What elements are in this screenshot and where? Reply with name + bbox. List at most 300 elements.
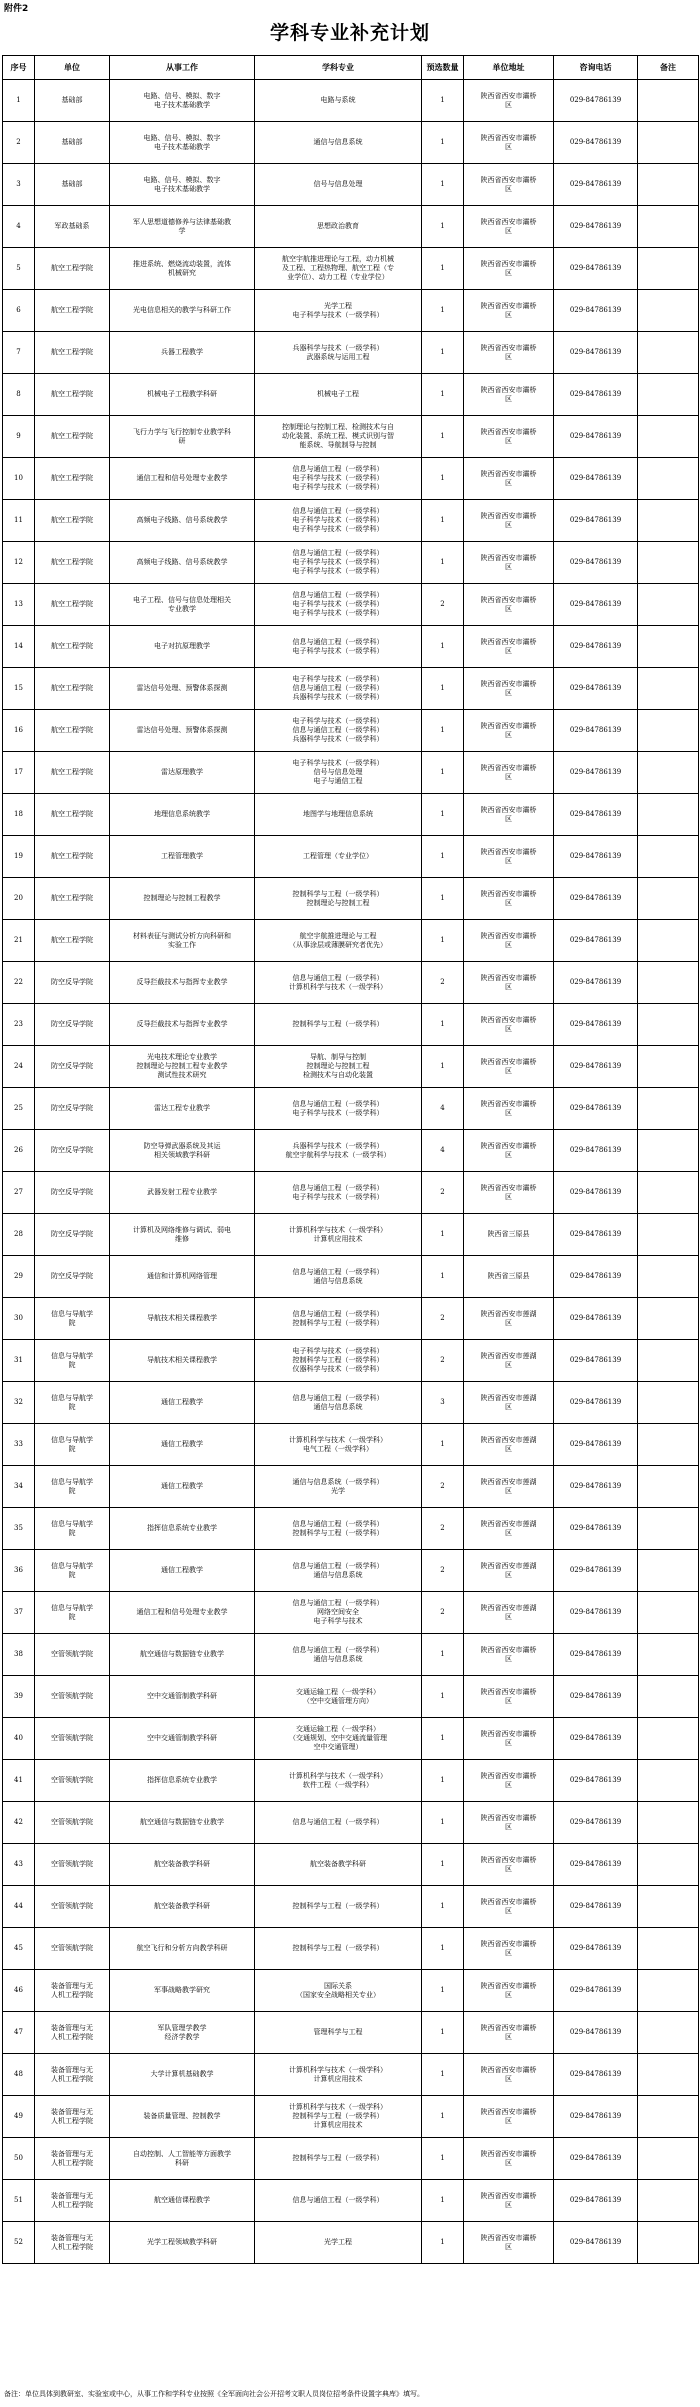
- row-work: 军事战略教学研究: [110, 1970, 255, 2012]
- row-work: 雷达信号处理、预警体系探测: [110, 668, 255, 710]
- row-count: 1: [422, 1718, 464, 1760]
- row-number: 47: [3, 2012, 35, 2054]
- row-address: 陕西省西安市灞桥 区: [464, 2138, 554, 2180]
- row-unit: 航空工程学院: [35, 626, 110, 668]
- row-major: 计算机科学与技术（一级学科） 电气工程（一级学科）: [255, 1424, 422, 1466]
- row-major: 机械电子工程: [255, 374, 422, 416]
- row-phone: 029-84786139: [554, 710, 638, 752]
- row-phone: 029-84786139: [554, 374, 638, 416]
- row-work: 光电技术理论专业教学 控制理论与控制工程专业教学 测试性技术研究: [110, 1046, 255, 1088]
- row-note: [638, 500, 699, 542]
- row-address: 陕西省西安市灞桥 区: [464, 1676, 554, 1718]
- row-address: 陕西省西安市灞桥 区: [464, 1844, 554, 1886]
- row-note: [638, 2180, 699, 2222]
- row-major: 国际关系 （国家安全战略相关专业）: [255, 1970, 422, 2012]
- row-note: [638, 1676, 699, 1718]
- row-count: 1: [422, 668, 464, 710]
- row-address: 陕西省西安市灞桥 区: [464, 122, 554, 164]
- row-address: 陕西省西安市灞桥 区: [464, 1760, 554, 1802]
- row-count: 2: [422, 1550, 464, 1592]
- row-phone: 029-84786139: [554, 1802, 638, 1844]
- table-row: [3, 1046, 699, 1088]
- row-work: 防空导弹武器系统及其运 相关领域教学科研: [110, 1130, 255, 1172]
- row-major: 信息与通信工程（一级学科） 通信与信息系统: [255, 1634, 422, 1676]
- row-address: 陕西省西安市莲湖 区: [464, 1592, 554, 1634]
- row-unit: 航空工程学院: [35, 668, 110, 710]
- row-address: 陕西省三原县: [464, 1256, 554, 1298]
- row-phone: 029-84786139: [554, 2222, 638, 2264]
- row-number: 51: [3, 2180, 35, 2222]
- row-count: 1: [422, 1046, 464, 1088]
- row-note: [638, 1004, 699, 1046]
- table-row: [3, 1214, 699, 1256]
- table-row: [3, 584, 699, 626]
- row-major: 控制理论与控制工程、检测技术与自 动化装置、系统工程、模式识别与智 能系统、导航制导与控制: [255, 416, 422, 458]
- row-count: 1: [422, 1844, 464, 1886]
- row-phone: 029-84786139: [554, 164, 638, 206]
- footnote: 备注：单位具体到教研室、实验室或中心，从事工作和学科专业按照《全军面向社会公开招考文职人员岗位招考条件设置字典库》填写。: [4, 2390, 424, 2398]
- row-number: 32: [3, 1382, 35, 1424]
- header-work: 从事工作: [110, 56, 255, 80]
- row-count: 1: [422, 374, 464, 416]
- row-work: 航空装备教学科研: [110, 1844, 255, 1886]
- table-row: [3, 1256, 699, 1298]
- row-unit: 防空反导学院: [35, 1088, 110, 1130]
- row-address: 陕西省西安市灞桥 区: [464, 1970, 554, 2012]
- row-count: 1: [422, 1928, 464, 1970]
- row-address: 陕西省西安市灞桥 区: [464, 1928, 554, 1970]
- row-unit: 空管领航学院: [35, 1676, 110, 1718]
- row-address: 陕西省西安市灞桥 区: [464, 290, 554, 332]
- row-count: 1: [422, 752, 464, 794]
- row-phone: 029-84786139: [554, 1172, 638, 1214]
- row-address: 陕西省西安市灞桥 区: [464, 836, 554, 878]
- row-address: 陕西省西安市灞桥 区: [464, 878, 554, 920]
- row-count: 1: [422, 1970, 464, 2012]
- row-unit: 防空反导学院: [35, 1130, 110, 1172]
- row-number: 15: [3, 668, 35, 710]
- row-phone: 029-84786139: [554, 668, 638, 710]
- row-address: 陕西省西安市灞桥 区: [464, 752, 554, 794]
- row-phone: 029-84786139: [554, 500, 638, 542]
- table-row: [3, 164, 699, 206]
- row-count: 4: [422, 1088, 464, 1130]
- row-address: 陕西省西安市灞桥 区: [464, 1634, 554, 1676]
- row-unit: 装备管理与无 人机工程学院: [35, 2096, 110, 2138]
- table-row: [3, 1508, 699, 1550]
- row-count: 1: [422, 2222, 464, 2264]
- row-work: 电子对抗原理教学: [110, 626, 255, 668]
- row-address: 陕西省西安市莲湖 区: [464, 1466, 554, 1508]
- row-address: 陕西省西安市灞桥 区: [464, 1886, 554, 1928]
- row-note: [638, 710, 699, 752]
- row-phone: 029-84786139: [554, 920, 638, 962]
- row-number: 24: [3, 1046, 35, 1088]
- row-note: [638, 1718, 699, 1760]
- row-address: 陕西省西安市灞桥 区: [464, 584, 554, 626]
- row-count: 1: [422, 500, 464, 542]
- row-count: 1: [422, 626, 464, 668]
- row-address: 陕西省西安市灞桥 区: [464, 206, 554, 248]
- row-unit: 信息与导航学 院: [35, 1550, 110, 1592]
- row-number: 44: [3, 1886, 35, 1928]
- row-work: 控制理论与控制工程教学: [110, 878, 255, 920]
- table-row: [3, 1004, 699, 1046]
- row-number: 17: [3, 752, 35, 794]
- row-address: 陕西省西安市灞桥 区: [464, 2096, 554, 2138]
- row-note: [638, 542, 699, 584]
- row-phone: 029-84786139: [554, 1634, 638, 1676]
- row-address: 陕西省西安市灞桥 区: [464, 416, 554, 458]
- row-work: 飞行力学与飞行控制专业教学科 研: [110, 416, 255, 458]
- row-number: 16: [3, 710, 35, 752]
- table-row: [3, 836, 699, 878]
- row-major: 电路与系统: [255, 80, 422, 122]
- row-phone: 029-84786139: [554, 1256, 638, 1298]
- row-major: 信息与通信工程（一级学科） 电子科学与技术（一级学科）: [255, 1088, 422, 1130]
- row-major: 信息与通信工程（一级学科） 通信与信息系统: [255, 1256, 422, 1298]
- row-count: 1: [422, 1004, 464, 1046]
- row-address: 陕西省西安市灞桥 区: [464, 668, 554, 710]
- row-unit: 航空工程学院: [35, 374, 110, 416]
- row-major: 信息与通信工程（一级学科）: [255, 1802, 422, 1844]
- row-unit: 防空反导学院: [35, 1004, 110, 1046]
- row-count: 4: [422, 1130, 464, 1172]
- table-row: [3, 1382, 699, 1424]
- row-count: 1: [422, 836, 464, 878]
- row-work: 光学工程领域教学科研: [110, 2222, 255, 2264]
- row-work: 计算机及网络维修与调试、弱电 维修: [110, 1214, 255, 1256]
- row-major: 控制科学与工程（一级学科）: [255, 2138, 422, 2180]
- header-unit: 单位: [35, 56, 110, 80]
- row-count: 1: [422, 2180, 464, 2222]
- row-number: 41: [3, 1760, 35, 1802]
- row-address: 陕西省西安市灞桥 区: [464, 710, 554, 752]
- row-address: 陕西省西安市灞桥 区: [464, 920, 554, 962]
- row-unit: 基础部: [35, 164, 110, 206]
- row-phone: 029-84786139: [554, 1928, 638, 1970]
- table-row: [3, 1340, 699, 1382]
- row-number: 40: [3, 1718, 35, 1760]
- row-unit: 装备管理与无 人机工程学院: [35, 2054, 110, 2096]
- row-note: [638, 1970, 699, 2012]
- row-number: 46: [3, 1970, 35, 2012]
- row-major: 计算机科学与技术（一级学科） 计算机应用技术: [255, 2054, 422, 2096]
- row-major: 兵器科学与技术（一级学科） 航空宇航科学与技术（一级学科）: [255, 1130, 422, 1172]
- row-work: 航空通信与数据链专业教学: [110, 1634, 255, 1676]
- row-unit: 信息与导航学 院: [35, 1298, 110, 1340]
- row-major: 信号与信息处理: [255, 164, 422, 206]
- row-phone: 029-84786139: [554, 1718, 638, 1760]
- row-count: 1: [422, 1214, 464, 1256]
- row-unit: 航空工程学院: [35, 458, 110, 500]
- row-major: 控制科学与工程（一级学科）: [255, 1928, 422, 1970]
- table-row: [3, 416, 699, 458]
- row-number: 30: [3, 1298, 35, 1340]
- row-note: [638, 2222, 699, 2264]
- row-address: 陕西省西安市灞桥 区: [464, 794, 554, 836]
- row-count: 1: [422, 416, 464, 458]
- row-work: 导航技术相关课程教学: [110, 1298, 255, 1340]
- table-row: [3, 1592, 699, 1634]
- row-note: [638, 1634, 699, 1676]
- row-major: 计算机科学与技术（一级学科） 计算机应用技术: [255, 1214, 422, 1256]
- row-major: 电子科学与技术（一级学科） 信号与信息处理 电子与通信工程: [255, 752, 422, 794]
- table-row: [3, 2054, 699, 2096]
- row-address: 陕西省西安市灞桥 区: [464, 374, 554, 416]
- row-note: [638, 416, 699, 458]
- row-count: 1: [422, 1634, 464, 1676]
- header-phone: 咨询电话: [554, 56, 638, 80]
- row-note: [638, 1214, 699, 1256]
- row-unit: 航空工程学院: [35, 920, 110, 962]
- row-count: 1: [422, 80, 464, 122]
- row-number: 33: [3, 1424, 35, 1466]
- row-major: 兵器科学与技术（一级学科） 武器系统与运用工程: [255, 332, 422, 374]
- row-count: 2: [422, 1172, 464, 1214]
- row-major: 航空宇航推进理论与工程 （从事涂层或薄膜研究者优先）: [255, 920, 422, 962]
- row-number: 12: [3, 542, 35, 584]
- row-unit: 防空反导学院: [35, 1046, 110, 1088]
- row-count: 2: [422, 1298, 464, 1340]
- table-row: [3, 458, 699, 500]
- row-major: 信息与通信工程（一级学科）: [255, 2180, 422, 2222]
- row-note: [638, 1508, 699, 1550]
- table-row: [3, 2180, 699, 2222]
- row-phone: 029-84786139: [554, 206, 638, 248]
- row-address: 陕西省西安市灞桥 区: [464, 626, 554, 668]
- row-unit: 航空工程学院: [35, 836, 110, 878]
- row-work: 指挥信息系统专业教学: [110, 1508, 255, 1550]
- row-unit: 空管领航学院: [35, 1886, 110, 1928]
- row-work: 机械电子工程教学科研: [110, 374, 255, 416]
- row-work: 指挥信息系统专业教学: [110, 1760, 255, 1802]
- row-phone: 029-84786139: [554, 1340, 638, 1382]
- row-phone: 029-84786139: [554, 1886, 638, 1928]
- row-address: 陕西省西安市灞桥 区: [464, 332, 554, 374]
- row-note: [638, 1340, 699, 1382]
- row-number: 25: [3, 1088, 35, 1130]
- table-row: [3, 1970, 699, 2012]
- row-phone: 029-84786139: [554, 458, 638, 500]
- row-major: 电子科学与技术（一级学科） 信息与通信工程（一级学科） 兵器科学与技术（一级学科）: [255, 668, 422, 710]
- table-row: [3, 920, 699, 962]
- row-work: 反导拦截技术与指挥专业教学: [110, 1004, 255, 1046]
- row-address: 陕西省西安市灞桥 区: [464, 2012, 554, 2054]
- row-address: 陕西省西安市莲湖 区: [464, 1298, 554, 1340]
- row-major: 控制科学与工程（一级学科） 控制理论与控制工程: [255, 878, 422, 920]
- row-number: 22: [3, 962, 35, 1004]
- table-row: [3, 122, 699, 164]
- table-row: [3, 1886, 699, 1928]
- row-unit: 军政基础系: [35, 206, 110, 248]
- row-major: 信息与通信工程（一级学科） 电子科学与技术（一级学科） 电子科学与技术（一级学科）: [255, 584, 422, 626]
- row-phone: 029-84786139: [554, 1382, 638, 1424]
- row-major: 信息与通信工程（一级学科） 控制科学与工程（一级学科）: [255, 1508, 422, 1550]
- row-phone: 029-84786139: [554, 80, 638, 122]
- row-major: 信息与通信工程（一级学科） 计算机科学与技术（一级学科）: [255, 962, 422, 1004]
- row-note: [638, 1382, 699, 1424]
- table-row: [3, 668, 699, 710]
- row-major: 计算机科学与技术（一级学科） 控制科学与工程（一级学科） 计算机应用技术: [255, 2096, 422, 2138]
- row-note: [638, 248, 699, 290]
- row-major: 控制科学与工程（一级学科）: [255, 1886, 422, 1928]
- row-number: 39: [3, 1676, 35, 1718]
- row-address: 陕西省西安市灞桥 区: [464, 248, 554, 290]
- row-work: 空中交通管制教学科研: [110, 1676, 255, 1718]
- row-address: 陕西省西安市莲湖 区: [464, 1340, 554, 1382]
- row-major: 信息与通信工程（一级学科） 电子科学与技术（一级学科） 电子科学与技术（一级学科）: [255, 458, 422, 500]
- row-unit: 信息与导航学 院: [35, 1592, 110, 1634]
- row-note: [638, 752, 699, 794]
- row-major: 航空宇航推进理论与工程，动力机械 及工程、工程热物理、航空工程（专 业学位）、动力工程（专业学位）: [255, 248, 422, 290]
- row-phone: 029-84786139: [554, 1004, 638, 1046]
- row-number: 1: [3, 80, 35, 122]
- row-phone: 029-84786139: [554, 2138, 638, 2180]
- row-number: 52: [3, 2222, 35, 2264]
- row-unit: 信息与导航学 院: [35, 1466, 110, 1508]
- row-unit: 航空工程学院: [35, 752, 110, 794]
- table-row: [3, 878, 699, 920]
- row-unit: 基础部: [35, 80, 110, 122]
- row-phone: 029-84786139: [554, 248, 638, 290]
- row-major: 信息与通信工程（一级学科） 电子科学与技术（一级学科） 电子科学与技术（一级学科）: [255, 500, 422, 542]
- row-count: 3: [422, 1382, 464, 1424]
- row-note: [638, 1298, 699, 1340]
- row-work: 通信工程和信号处理专业教学: [110, 458, 255, 500]
- row-unit: 信息与导航学 院: [35, 1382, 110, 1424]
- row-work: 通信工程教学: [110, 1382, 255, 1424]
- row-unit: 航空工程学院: [35, 416, 110, 458]
- row-work: 自动控制、人工智能等方面教学 科研: [110, 2138, 255, 2180]
- row-work: 雷达工程专业教学: [110, 1088, 255, 1130]
- row-unit: 信息与导航学 院: [35, 1340, 110, 1382]
- table-row: [3, 500, 699, 542]
- row-unit: 基础部: [35, 122, 110, 164]
- table-row: [3, 2138, 699, 2180]
- row-work: 空中交通管制教学科研: [110, 1718, 255, 1760]
- row-note: [638, 80, 699, 122]
- row-number: 7: [3, 332, 35, 374]
- table-row: [3, 1550, 699, 1592]
- row-major: 信息与通信工程（一级学科） 电子科学与技术（一级学科） 电子科学与技术（一级学科）: [255, 542, 422, 584]
- row-unit: 航空工程学院: [35, 248, 110, 290]
- row-number: 38: [3, 1634, 35, 1676]
- row-note: [638, 668, 699, 710]
- row-note: [638, 374, 699, 416]
- row-number: 9: [3, 416, 35, 458]
- row-note: [638, 836, 699, 878]
- row-major: 地图学与地理信息系统: [255, 794, 422, 836]
- row-work: 通信工程和信号处理专业教学: [110, 1592, 255, 1634]
- row-phone: 029-84786139: [554, 836, 638, 878]
- row-work: 通信工程教学: [110, 1466, 255, 1508]
- row-major: 交通运输工程（一级学科） （空中交通管理方向）: [255, 1676, 422, 1718]
- row-work: 电路、信号、模拟、数字 电子技术基础教学: [110, 122, 255, 164]
- row-note: [638, 1550, 699, 1592]
- row-count: 1: [422, 920, 464, 962]
- row-phone: 029-84786139: [554, 752, 638, 794]
- row-unit: 航空工程学院: [35, 332, 110, 374]
- row-phone: 029-84786139: [554, 626, 638, 668]
- row-phone: 029-84786139: [554, 1088, 638, 1130]
- row-major: 计算机科学与技术（一级学科） 软件工程（一级学科）: [255, 1760, 422, 1802]
- row-phone: 029-84786139: [554, 1592, 638, 1634]
- table-row: [3, 1466, 699, 1508]
- row-note: [638, 1760, 699, 1802]
- row-number: 6: [3, 290, 35, 332]
- row-major: 信息与通信工程（一级学科） 通信与信息系统: [255, 1550, 422, 1592]
- table-row: [3, 1718, 699, 1760]
- row-phone: 029-84786139: [554, 2012, 638, 2054]
- row-note: [638, 1172, 699, 1214]
- row-count: 1: [422, 164, 464, 206]
- row-number: 27: [3, 1172, 35, 1214]
- row-note: [638, 1256, 699, 1298]
- row-phone: 029-84786139: [554, 584, 638, 626]
- row-unit: 装备管理与无 人机工程学院: [35, 2222, 110, 2264]
- row-unit: 空管领航学院: [35, 1802, 110, 1844]
- row-count: 1: [422, 2012, 464, 2054]
- row-address: 陕西省西安市莲湖 区: [464, 1382, 554, 1424]
- row-major: 信息与通信工程（一级学科） 电子科学与技术（一级学科）: [255, 626, 422, 668]
- row-count: 1: [422, 458, 464, 500]
- table-row: [3, 2222, 699, 2264]
- row-number: 4: [3, 206, 35, 248]
- row-note: [638, 1424, 699, 1466]
- row-work: 通信和计算机网络管理: [110, 1256, 255, 1298]
- row-number: 31: [3, 1340, 35, 1382]
- row-work: 材料表征与测试分析方向科研和 实验工作: [110, 920, 255, 962]
- row-work: 高频电子线路、信号系统教学: [110, 542, 255, 584]
- row-number: 35: [3, 1508, 35, 1550]
- row-major: 控制科学与工程（一级学科）: [255, 1004, 422, 1046]
- row-unit: 航空工程学院: [35, 710, 110, 752]
- row-address: 陕西省西安市灞桥 区: [464, 2180, 554, 2222]
- row-work: 电子工程、信号与信息处理相关 专业教学: [110, 584, 255, 626]
- row-count: 1: [422, 1676, 464, 1718]
- row-number: 37: [3, 1592, 35, 1634]
- row-major: 航空装备教学科研: [255, 1844, 422, 1886]
- row-work: 导航技术相关课程教学: [110, 1340, 255, 1382]
- row-phone: 029-84786139: [554, 542, 638, 584]
- row-note: [638, 458, 699, 500]
- row-unit: 空管领航学院: [35, 1718, 110, 1760]
- row-count: 1: [422, 2138, 464, 2180]
- table-row: [3, 248, 699, 290]
- row-work: 航空飞行和分析方向教学科研: [110, 1928, 255, 1970]
- row-number: 10: [3, 458, 35, 500]
- row-address: 陕西省西安市灞桥 区: [464, 164, 554, 206]
- row-number: 49: [3, 2096, 35, 2138]
- row-number: 20: [3, 878, 35, 920]
- row-major: 电子科学与技术（一级学科） 信息与通信工程（一级学科） 兵器科学与技术（一级学科）: [255, 710, 422, 752]
- row-count: 1: [422, 878, 464, 920]
- table-row: [3, 752, 699, 794]
- header-note: 备注: [638, 56, 699, 80]
- row-number: 14: [3, 626, 35, 668]
- row-number: 3: [3, 164, 35, 206]
- table-row: [3, 1802, 699, 1844]
- row-unit: 空管领航学院: [35, 1760, 110, 1802]
- row-address: 陕西省西安市灞桥 区: [464, 1130, 554, 1172]
- row-count: 1: [422, 2096, 464, 2138]
- row-number: 2: [3, 122, 35, 164]
- row-address: 陕西省西安市灞桥 区: [464, 2054, 554, 2096]
- row-major: 工程管理（专业学位）: [255, 836, 422, 878]
- row-work: 航空通信课程教学: [110, 2180, 255, 2222]
- row-major: 思想政治教育: [255, 206, 422, 248]
